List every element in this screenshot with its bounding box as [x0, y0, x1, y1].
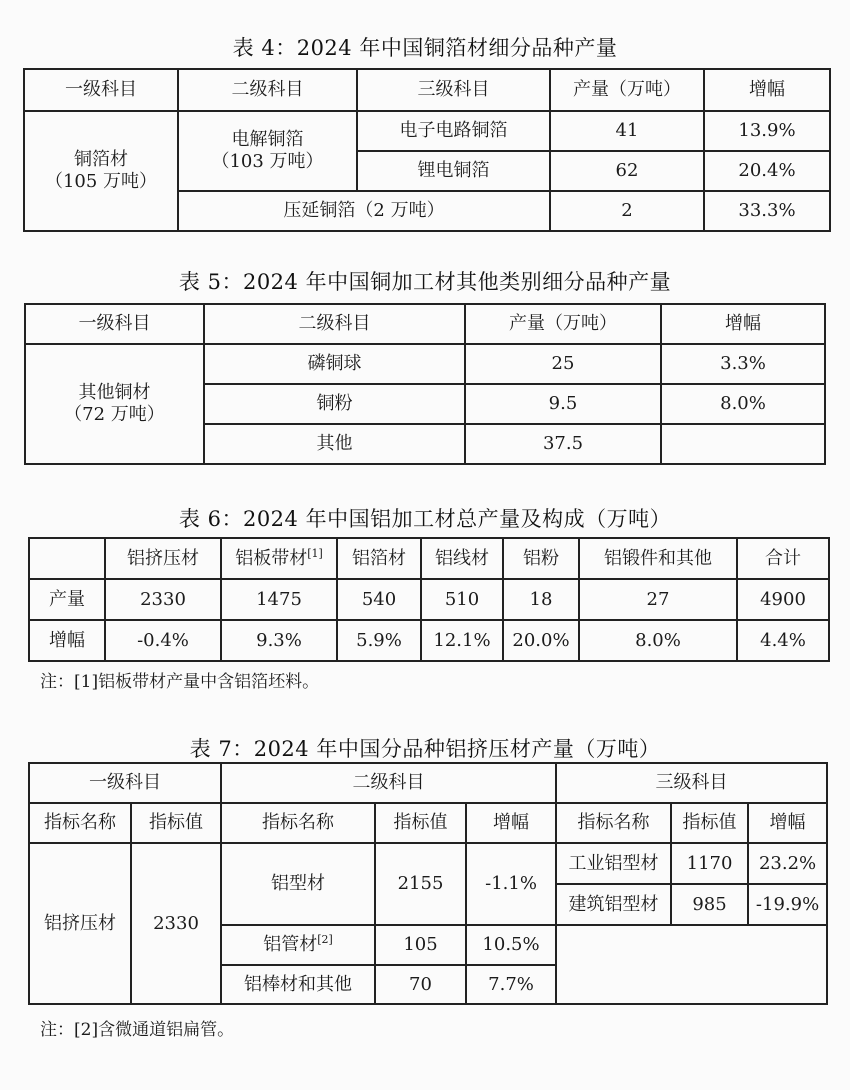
- header-extrusion: 铝挤压材: [105, 538, 221, 579]
- sub-header-value: 指标值: [671, 803, 748, 843]
- table5: [24, 303, 826, 465]
- level1-value: 2330: [131, 843, 221, 1004]
- table4: [23, 68, 831, 232]
- level2-value: 70: [375, 965, 466, 1004]
- footnote-mark: [1]: [307, 546, 323, 560]
- header-output: 产量（万吨）: [550, 69, 704, 111]
- header-level1: 一级科目: [25, 304, 204, 344]
- output-value: 2330: [105, 579, 221, 620]
- level3-value: 985: [671, 884, 748, 925]
- level2-growth: 10.5%: [466, 925, 556, 965]
- growth-value: 20.4%: [704, 151, 830, 191]
- level1-name: 铝挤压材: [29, 843, 131, 1004]
- growth-value: 8.0%: [661, 384, 825, 424]
- growth-value: 13.9%: [704, 111, 830, 151]
- sub-header-growth: 增幅: [748, 803, 827, 843]
- group-level3: 三级科目: [556, 763, 827, 803]
- level2-name: 磷铜球: [204, 344, 465, 384]
- growth-value: 5.9%: [337, 620, 421, 661]
- table7: [28, 762, 828, 1005]
- header-growth: 增幅: [704, 69, 830, 111]
- sub-header-name: 指标名称: [221, 803, 375, 843]
- level2-growth: 7.7%: [466, 965, 556, 1004]
- footnote-mark: [2]: [317, 933, 333, 947]
- level3-name: 电子电路铜箔: [357, 111, 550, 151]
- level2-value: 105: [375, 925, 466, 965]
- level3-value: 1170: [671, 843, 748, 884]
- empty-cell: [556, 925, 827, 1004]
- sub-header-value: 指标值: [131, 803, 221, 843]
- table6-note: 注：[1]铝板带材产量中含铝箔坯料。: [40, 672, 320, 692]
- group-level2: 二级科目: [221, 763, 556, 803]
- growth-value: 4.4%: [737, 620, 829, 661]
- output-value: 41: [550, 111, 704, 151]
- table7-note: 注：[2]含微通道铝扁管。: [40, 1020, 235, 1040]
- header-powder: 铝粉: [503, 538, 579, 579]
- output-value: 18: [503, 579, 579, 620]
- level2-name: 铝型材: [221, 843, 375, 925]
- output-value: 4900: [737, 579, 829, 620]
- growth-value: 12.1%: [421, 620, 503, 661]
- output-value: 510: [421, 579, 503, 620]
- level1-cell: [25, 344, 204, 464]
- growth-value: 3.3%: [661, 344, 825, 384]
- level1-cell: [24, 111, 178, 231]
- header-output: 产量（万吨）: [465, 304, 661, 344]
- header-forgings-other: 铝锻件和其他: [579, 538, 737, 579]
- table6-title: 表 6：2024 年中国铝加工材总产量及构成（万吨）: [178, 507, 672, 531]
- header-level1: 一级科目: [24, 69, 178, 111]
- growth-value: [661, 424, 825, 464]
- header-wire: 铝线材: [421, 538, 503, 579]
- level2-growth: -1.1%: [466, 843, 556, 925]
- level2-name: [221, 925, 375, 965]
- header-growth: 增幅: [661, 304, 825, 344]
- table4-title: 表 4：2024 年中国铜箔材细分品种产量: [232, 36, 618, 60]
- header-blank: [29, 538, 105, 579]
- level3-growth: -19.9%: [748, 884, 827, 925]
- rolled-name: 压延铜箔（2 万吨）: [178, 191, 550, 231]
- sub-header-growth: 增幅: [466, 803, 556, 843]
- header-sheet-strip: [221, 538, 337, 579]
- row-label-output: 产量: [29, 579, 105, 620]
- level2-name-label: 铝管材: [263, 934, 318, 956]
- electrolytic-cell: [178, 111, 357, 191]
- header-level3: 三级科目: [357, 69, 550, 111]
- header-total: 合计: [737, 538, 829, 579]
- output-value: 9.5: [465, 384, 661, 424]
- growth-value: 20.0%: [503, 620, 579, 661]
- table7-title: 表 7：2024 年中国分品种铝挤压材产量（万吨）: [189, 737, 661, 761]
- growth-value: 8.0%: [579, 620, 737, 661]
- output-value: 25: [465, 344, 661, 384]
- output-value: 540: [337, 579, 421, 620]
- table6: [28, 537, 830, 662]
- output-value: 27: [579, 579, 737, 620]
- electrolytic-name: 电解铜箔: [231, 129, 304, 151]
- electrolytic-amount: （103 万吨）: [211, 151, 324, 172]
- level2-value: 2155: [375, 843, 466, 925]
- header-level2: 二级科目: [204, 304, 465, 344]
- growth-value: 9.3%: [221, 620, 337, 661]
- growth-value: -0.4%: [105, 620, 221, 661]
- level2-name: 其他: [204, 424, 465, 464]
- table5-title: 表 5：2024 年中国铜加工材其他类别细分品种产量: [178, 270, 672, 294]
- level3-growth: 23.2%: [748, 843, 827, 884]
- row-label-growth: 增幅: [29, 620, 105, 661]
- level1-amount: （105 万吨）: [44, 171, 158, 192]
- level1-amount: （72 万吨）: [64, 404, 165, 425]
- output-value: 1475: [221, 579, 337, 620]
- growth-value: 33.3%: [704, 191, 830, 231]
- level3-name: 锂电铜箔: [357, 151, 550, 191]
- level2-name: 铝棒材和其他: [221, 965, 375, 1004]
- output-value: 62: [550, 151, 704, 191]
- header-sheet-strip-label: 铝板带材: [235, 547, 308, 569]
- level2-name: 铜粉: [204, 384, 465, 424]
- level3-name: 工业铝型材: [556, 843, 671, 884]
- group-level1: 一级科目: [29, 763, 221, 803]
- sub-header-name: 指标名称: [556, 803, 671, 843]
- level1-name: 其他铜材: [78, 382, 151, 404]
- output-value: 37.5: [465, 424, 661, 464]
- header-foil: 铝箔材: [337, 538, 421, 579]
- level1-name: 铜箔材: [74, 149, 128, 171]
- level3-name: 建筑铝型材: [556, 884, 671, 925]
- sub-header-name: 指标名称: [29, 803, 131, 843]
- output-value: 2: [550, 191, 704, 231]
- sub-header-value: 指标值: [375, 803, 466, 843]
- header-level2: 二级科目: [178, 69, 357, 111]
